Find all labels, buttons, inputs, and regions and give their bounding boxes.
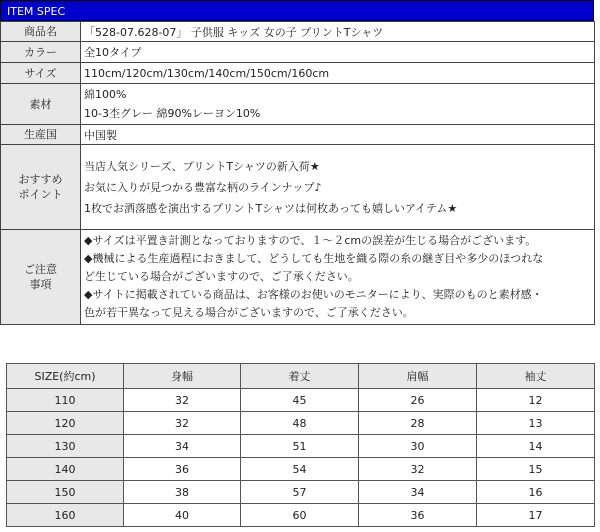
shoulder-cell: 34 — [359, 481, 477, 504]
size-cell: 140 — [7, 458, 124, 481]
notes-line: ◆サイズは平置き計測となっておりますので、１～２cmの誤差が生じる場合がございます。 — [84, 234, 537, 247]
spec-row-product-name — [1, 22, 595, 42]
sleeve-cell: 12 — [477, 389, 595, 412]
material-label: 素材 — [1, 84, 81, 125]
notes-label: ご注意 事項 — [1, 230, 81, 325]
sleeve-cell: 16 — [477, 481, 595, 504]
shoulder-cell: 26 — [359, 389, 477, 412]
size-header-size: SIZE(約cm) — [7, 364, 124, 389]
spec-row-notes — [1, 230, 595, 325]
notes-line: ◆サイトに掲載されている商品は、お客様のお使いのモニターにより、実際のものと素材感・ — [84, 288, 543, 301]
table-row — [7, 458, 595, 481]
spec-row-recommend — [1, 145, 595, 230]
color-value: 全10タイプ — [81, 42, 595, 63]
sleeve-cell: 14 — [477, 435, 595, 458]
shoulder-cell: 32 — [359, 458, 477, 481]
recommend-line: 1枚でお洒落感を演出するプリントTシャツは何枚あっても嬉しいアイテム★ — [84, 201, 458, 215]
table-row — [7, 504, 595, 527]
spec-row-color — [1, 42, 595, 63]
size-header-length: 着丈 — [241, 364, 359, 389]
length-cell: 60 — [241, 504, 359, 527]
item-spec-header: ITEM SPEC — [0, 0, 594, 21]
chest-cell: 32 — [124, 389, 241, 412]
size-table-header-row — [7, 364, 595, 389]
chest-cell: 34 — [124, 435, 241, 458]
notes-line: 色が若干異なって見える場合がございますので、ご了承ください。 — [84, 306, 414, 319]
product-name-value: 「528-07.628-07」 子供服 キッズ 女の子 プリントTシャツ — [81, 22, 595, 42]
length-cell: 51 — [241, 435, 359, 458]
shoulder-cell: 30 — [359, 435, 477, 458]
length-cell: 45 — [241, 389, 359, 412]
size-cell: 160 — [7, 504, 124, 527]
length-cell: 48 — [241, 412, 359, 435]
size-cell: 130 — [7, 435, 124, 458]
table-row — [7, 435, 595, 458]
notes-line: ど生じている場合がございますので、ご了承ください。 — [84, 270, 359, 283]
table-row — [7, 389, 595, 412]
spec-row-size — [1, 63, 595, 84]
chest-cell: 32 — [124, 412, 241, 435]
length-cell: 54 — [241, 458, 359, 481]
size-cell: 110 — [7, 389, 124, 412]
origin-label: 生産国 — [1, 125, 81, 145]
spec-row-material — [1, 84, 595, 125]
shoulder-cell: 28 — [359, 412, 477, 435]
size-table — [6, 363, 595, 527]
size-header-chest: 身幅 — [124, 364, 241, 389]
table-row — [7, 412, 595, 435]
size-cell: 120 — [7, 412, 124, 435]
size-label: サイズ — [1, 63, 81, 84]
size-header-shoulder: 肩幅 — [359, 364, 477, 389]
recommend-line: 当店人気シリーズ、プリントTシャツの新入荷★ — [84, 159, 320, 173]
table-row — [7, 481, 595, 504]
sleeve-cell: 15 — [477, 458, 595, 481]
product-name-label: 商品名 — [1, 22, 81, 42]
sleeve-cell: 17 — [477, 504, 595, 527]
shoulder-cell: 36 — [359, 504, 477, 527]
size-cell: 150 — [7, 481, 124, 504]
recommend-label: おすすめ ポイント — [1, 145, 81, 230]
chest-cell: 40 — [124, 504, 241, 527]
length-cell: 57 — [241, 481, 359, 504]
spec-table — [0, 21, 595, 325]
notes-line: ◆機械による生産過程におきまして、どうしても生地を織る際の糸の継ぎ目や多少のほつれな — [84, 252, 544, 265]
color-label: カラー — [1, 42, 81, 63]
chest-cell: 38 — [124, 481, 241, 504]
material-line: 綿100% — [84, 88, 127, 101]
origin-value: 中国製 — [81, 125, 595, 145]
material-value — [81, 84, 595, 125]
sleeve-cell: 13 — [477, 412, 595, 435]
size-header-sleeve: 袖丈 — [477, 364, 595, 389]
recommend-value — [81, 145, 595, 230]
size-value: 110cm/120cm/130cm/140cm/150cm/160cm — [81, 63, 595, 84]
material-line: 10-3杢グレー 綿90%レーヨン10% — [84, 107, 261, 120]
chest-cell: 36 — [124, 458, 241, 481]
recommend-line: お気に入りが見つかる豊富な柄のラインナップ♪ — [84, 180, 322, 194]
spec-row-origin — [1, 125, 595, 145]
notes-value — [81, 230, 595, 325]
